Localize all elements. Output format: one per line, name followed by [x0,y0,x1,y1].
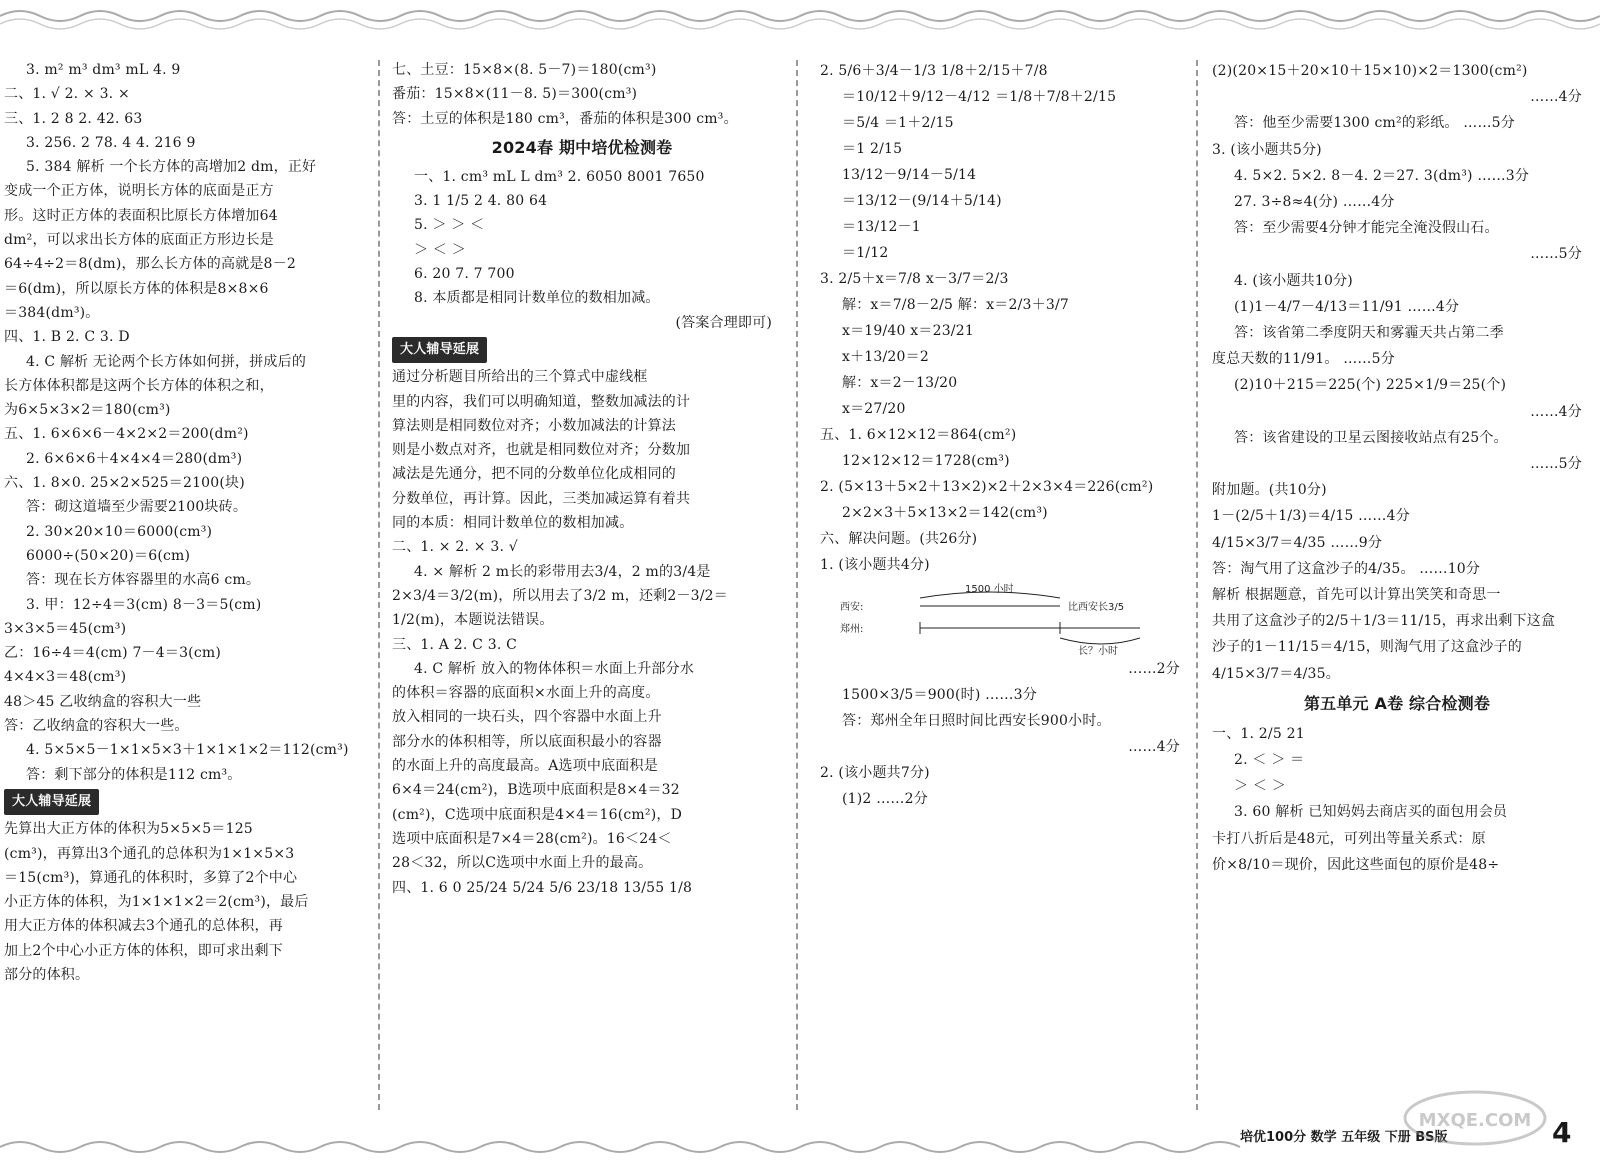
text-line: ＝13/12－1 [842,219,921,235]
column-divider [1196,60,1198,1110]
text-line: 里的内容，我们可以明确知道，整数加减法的计 [392,393,691,410]
column-2 [392,58,772,900]
text-line: (cm²)，C选项中底面积是4×4＝16(cm²)，D [392,806,682,823]
text-line: 六、1. 8×0. 25×2×525＝2100(块) [4,475,245,492]
text-line: 卡打八折后是48元，可列出等量关系式：原 [1212,830,1486,847]
text-line: 分数单位，再计算。因此，三类加减运算有着共 [392,490,691,507]
text-line: 1500×3/5＝900(时) ……3分 [842,687,1037,703]
text-line: 五、1. 6×12×12＝864(cm²) [820,427,1017,443]
text-line: 先算出大正方体的体积为5×5×5＝125 [4,821,253,838]
diagram-more: 比西安长3/5 [1068,602,1125,613]
text-line: 答：淘气用了这盒沙子的4/35。 ……10分 [1212,560,1481,577]
text-line: 沙子的1－11/15＝4/15，则淘气用了这盒沙子的 [1212,639,1522,656]
text-line: 二、1. √ 2. × 3. × [4,86,130,103]
text-line: 共用了这盒沙子的2/5＋1/3＝11/15，再求出剩下这盒 [1212,613,1556,630]
text-line: ＝10/12＋9/12－4/12 ＝1/8＋7/8＋2/15 [842,89,1117,105]
text-line: 加上2个中心小正方体的体积，即可求出剩下 [4,942,283,959]
text-line: 1/2(m)，本题说法错误。 [392,612,554,629]
text-line: 5. ＞ ＞ ＜ [414,217,485,234]
text-line: 27. 3÷8≈4(分) ……4分 [1234,194,1395,211]
text-line: ＞ ＜ ＞ [414,241,466,258]
text-line: 六、解决问题。(共26分) [820,531,978,547]
text-line: 度总天数的11/91。 ……5分 [1212,351,1395,368]
text-line: 答：土豆的体积是180 cm³，番茄的体积是300 cm³。 [392,110,738,127]
watermark-logo [1400,1088,1550,1150]
text-line: 12×12×12＝1728(cm³) [842,453,1010,469]
text-line: 4/15×3/7＝4/35。 [1212,665,1340,682]
text-line: 部分的体积。 [4,966,90,983]
text-line: ……2分 [1128,661,1180,677]
text-line: ……5分 [1530,456,1582,473]
text-line: 4. 5×2. 5×2. 8－4. 2＝27. 3(dm³) ……3分 [1234,167,1530,184]
text-line: 2×2×3＋5×13×2＝142(cm³) [842,505,1048,521]
line-segment-diagram [820,578,1180,656]
text-line: 番茄：15×8×(11－8. 5)＝300(cm³) [392,86,638,103]
text-line: 4. C 解析 无论两个长方体如何拼，拼成后的 [26,353,307,370]
text-line: x＝27/20 [842,401,906,417]
page-number: 4 [1552,1116,1572,1149]
text-line: 解：x＝2－13/20 [842,375,958,391]
text-line: 1－(2/5＋1/3)＝4/15 ……4分 [1212,508,1410,525]
diagram-top-label: 1500 小时 [965,584,1014,595]
text-line: 乙：16÷4＝4(cm) 7－4＝3(cm) [4,645,222,662]
text-line: ……4分 [1530,403,1582,420]
text-line: 4. 5×5×5－1×1×5×3＋1×1×1×2＝112(cm³) [26,742,349,759]
text-line: ……4分 [1128,739,1180,755]
text-line [4,787,366,817]
text-line: 同的本质：相同计数单位的数相加减。 [392,515,634,532]
text-line: 3. (该小题共5分) [1212,141,1322,158]
text-line: 小正方体的体积，为1×1×1×2＝2(cm³)，最后 [4,894,309,911]
text-line: ＝15(cm³)，算通孔的体积时，多算了2个中心 [4,869,298,886]
text-line: 答：该省建设的卫星云图接收站点有25个。 [1234,429,1508,446]
text-line: 答：该省第二季度阴天和雾霾天共占第二季 [1234,325,1504,342]
text-line: 4/15×3/7＝4/35 ……9分 [1212,534,1383,551]
text-line: 五、1. 6×6×6－4×2×2＝200(dm²) [4,426,249,443]
text-line: 七、土豆：15×8×(8. 5－7)＝180(cm³) [392,62,657,78]
diagram-bottom: 长？小时 [1078,646,1118,656]
text-line: 答：剩下部分的体积是112 cm³。 [26,766,242,783]
text-line: x＋13/20＝2 [842,349,929,365]
text-line: 一、1. 2/5 21 [1212,725,1305,742]
text-line: 第五单元 A卷 综合检测卷 [1303,693,1491,713]
text-line: 二、1. × 2. × 3. √ [392,539,518,556]
text-line: 6. 20 7. 7 700 [414,266,515,283]
text-line: 解析 根据题意，首先可以计算出笑笑和奇思一 [1212,587,1501,604]
text-line: (2)10＋215＝225(个) 225×1/9＝25(个) [1234,377,1507,394]
extension-badge: 大人辅导延展 [392,337,487,363]
text-line: 形。这时正方体的表面积比原长方体增加64 [4,207,278,224]
text-line: 2×3/4＝3/2(m)，所以用去了3/2 m，还剩2－3/2＝ [392,587,728,604]
text-line: (2)(20×15＋20×10＋15×10)×2＝1300(cm²) [1212,63,1528,79]
text-line: (1)1－4/7－4/13＝11/91 ……4分 [1234,298,1460,315]
text-line: 答：他至少需要1300 cm²的彩纸。 ……5分 [1234,115,1515,132]
text-line: x＝19/40 x＝23/21 [842,323,974,339]
text-line: 答：郑州全年日照时间比西安长900小时。 [842,713,1111,729]
text-line: 附加题。(共10分) [1212,482,1327,499]
text-line: 一、1. cm³ mL L dm³ 2. 6050 8001 7650 [414,168,705,185]
column-3 [820,58,1180,812]
text-line: 3. 甲：12÷4＝3(cm) 8－3＝5(cm) [26,596,262,613]
text-line: 通过分析题目所给出的三个算式中虚线框 [392,369,648,386]
text-line: 2. ＜ ＞ ＝ [1234,752,1305,769]
text-line: 2. (该小题共7分) [820,765,930,781]
text-line: 3. m² m³ dm³ mL 4. 9 [26,62,181,78]
text-line: 3. 60 解析 已知妈妈去商店买的面包用会员 [1234,804,1508,821]
watermark-text: MXQE.COM [1418,1110,1532,1131]
text-line: 答：现在长方体容器里的水高6 cm。 [26,572,261,589]
text-line: 48＞45 乙收纳盒的容积大一些 [4,693,202,710]
text-line: 28＜32，所以C选项中水面上升的最高。 [392,855,653,872]
text-line: 4. C 解析 放入的物体体积＝水面上升部分水 [414,660,695,677]
text-line: 三、1. 2 8 2. 42. 63 [4,110,143,127]
text-line: 减法是先通分，把不同的分数单位化成相同的 [392,466,676,483]
text-line: ……4分 [1530,89,1582,106]
text-line [392,335,772,365]
text-line: 4. × 解析 2 m长的彩带用去3/4，2 m的3/4是 [414,563,711,580]
text-line: ＝384(dm³)。 [4,304,100,321]
text-line: ＞ ＜ ＞ [1234,778,1286,795]
text-line: 3×3×5＝45(cm³) [4,620,127,637]
text-line: 3. 2/5＋x＝7/8 x－3/7＝2/3 [820,271,1009,287]
text-line: 5. 384 解析 一个长方体的高增加2 dm，正好 [26,159,317,176]
column-1 [4,58,366,987]
column-divider [796,60,798,1110]
text-line: 6×4＝24(cm²)，B选项中底面积是8×4＝32 [392,782,680,799]
text-line: 2. 30×20×10＝6000(cm³) [26,523,213,540]
text-line: 3. 256. 2 78. 4 4. 216 9 [26,134,196,151]
column-4 [1212,58,1582,878]
text-line: 1. (该小题共4分) [820,557,930,573]
text-line: 3. 1 1/5 2 4. 80 64 [414,193,548,210]
text-line: 答：至少需要4分钟才能完全淹没假山石。 [1234,220,1499,237]
text-line: 算法则是相同数位对齐；小数加减法的计算法 [392,417,676,434]
diagram-row1: 西安: [840,602,864,613]
text-line: 4×4×3＝48(cm³) [4,669,127,686]
text-line: ＝1 2/15 [842,141,903,157]
text-line: 三、1. A 2. C 3. C [392,636,518,653]
text-line: ＝6(dm)，所以原长方体的体积是8×8×6 [4,280,269,297]
extension-badge: 大人辅导延展 [4,789,99,815]
text-line: ……5分 [1530,246,1582,263]
text-line: 为6×5×3×2＝180(cm³) [4,402,171,419]
text-line: 部分水的体积相等，所以底面积最小的容器 [392,733,662,750]
text-line: 2024春 期中培优检测卷 [491,137,673,157]
text-line: 6000÷(50×20)＝6(cm) [26,547,191,564]
text-line: 用大正方体的体积减去3个通孔的总体积，再 [4,918,283,935]
text-line: 的体积＝容器的底面积×水面上升的高度。 [392,685,660,702]
top-wave-border [0,0,1600,44]
text-line: 13/12－9/14－5/14 [842,167,977,183]
text-line: 四、1. B 2. C 3. D [4,329,130,346]
text-line: 解：x＝7/8－2/5 解：x＝2/3＋3/7 [842,297,1069,313]
text-line: 4. (该小题共10分) [1234,272,1353,289]
text-line: (1)2 ……2分 [842,791,928,807]
text-line: 变成一个正方体，说明长方体的底面是正方 [4,183,274,200]
diagram-row2: 郑州: [840,624,864,635]
text-line: ＝13/12－(9/14＋5/14) [842,193,1002,209]
text-line: 放入相同的一块石头，四个容器中水面上升 [392,709,662,726]
text-line: 8. 本质都是相同计数单位的数相加减。 [414,290,660,307]
column-divider [378,60,380,1110]
text-line: 则是小数点对齐，也就是相同数位对齐；分数加 [392,442,691,459]
text-line: 长方体体积都是这两个长方体的体积之和， [4,377,274,394]
text-line: 四、1. 6 0 25/24 5/24 5/6 23/18 13/55 1/8 [392,879,693,896]
text-line: (cm³)，再算出3个通孔的总体积为1×1×5×3 [4,845,295,862]
text-line: 的水面上升的高度最高。A选项中底面积是 [392,758,658,775]
text-line: 答：砌这道墙至少需要2100块砖。 [26,499,248,516]
text-line: 64÷4÷2＝8(dm)，那么长方体的高就是8－2 [4,256,296,273]
text-line: 2. 5/6＋3/4－1/3 1/8＋2/15＋7/8 [820,63,1048,79]
text-line: dm²，可以求出长方体的底面正方形边长是 [4,232,274,249]
footer-label: 培优100分 数学 五年级 下册 BS版 [1240,1130,1448,1145]
text-line: ＝1/12 [842,245,889,261]
text-line: 2. (5×13＋5×2＋13×2)×2＋2×3×4＝226(cm²) [820,479,1154,495]
text-line: 2. 6×6×6＋4×4×4＝280(dm³) [26,450,243,467]
text-line: 价×8/10＝现价，因此这些面包的原价是48÷ [1212,856,1500,873]
text-line: 答：乙收纳盒的容积大一些。 [4,718,189,735]
text-line: (答案合理即可) [675,314,772,331]
text-line: ＝5/4 ＝1＋2/15 [842,115,954,131]
text-line: 选项中底面积是7×4＝28(cm²)。16＜24＜ [392,830,672,847]
